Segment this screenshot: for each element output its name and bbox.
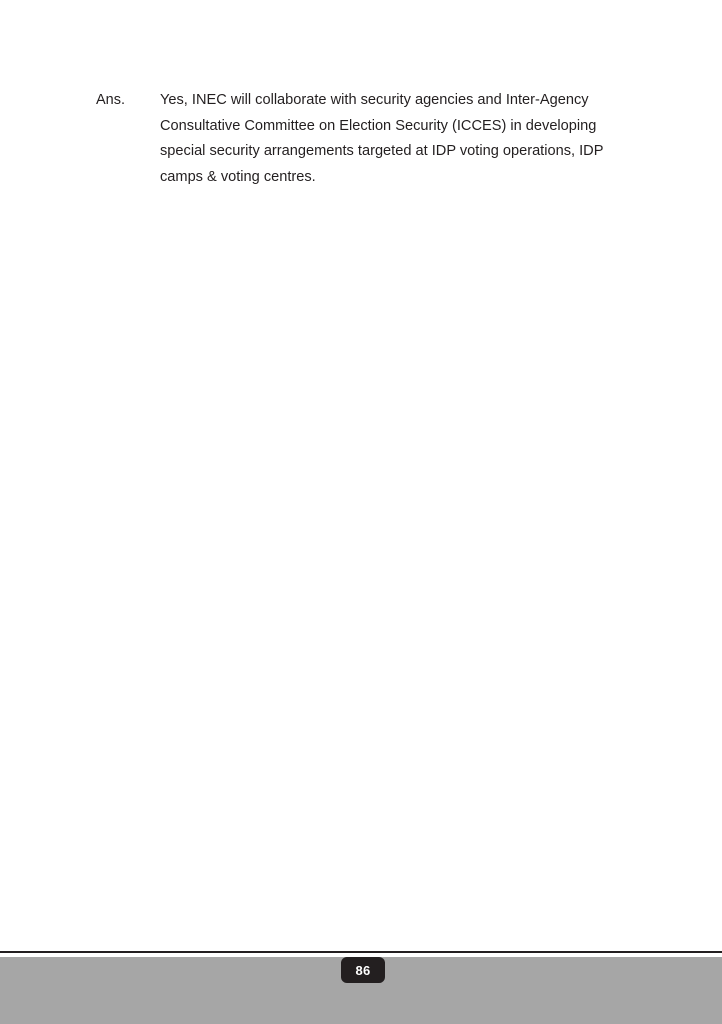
footer-divider — [0, 951, 722, 953]
answer-block — [96, 88, 636, 190]
page-content — [96, 88, 636, 190]
answer-label: Ans. — [96, 92, 126, 108]
answer-text: Yes, INEC will collaborate with security agencies and Inter-Agency Consultative Committee on Election Security (ICCES) in developing special security arrangements targeted at IDP voting operations, IDP camps & voting centres. — [160, 92, 604, 185]
page-number-badge: 86 — [341, 957, 385, 983]
